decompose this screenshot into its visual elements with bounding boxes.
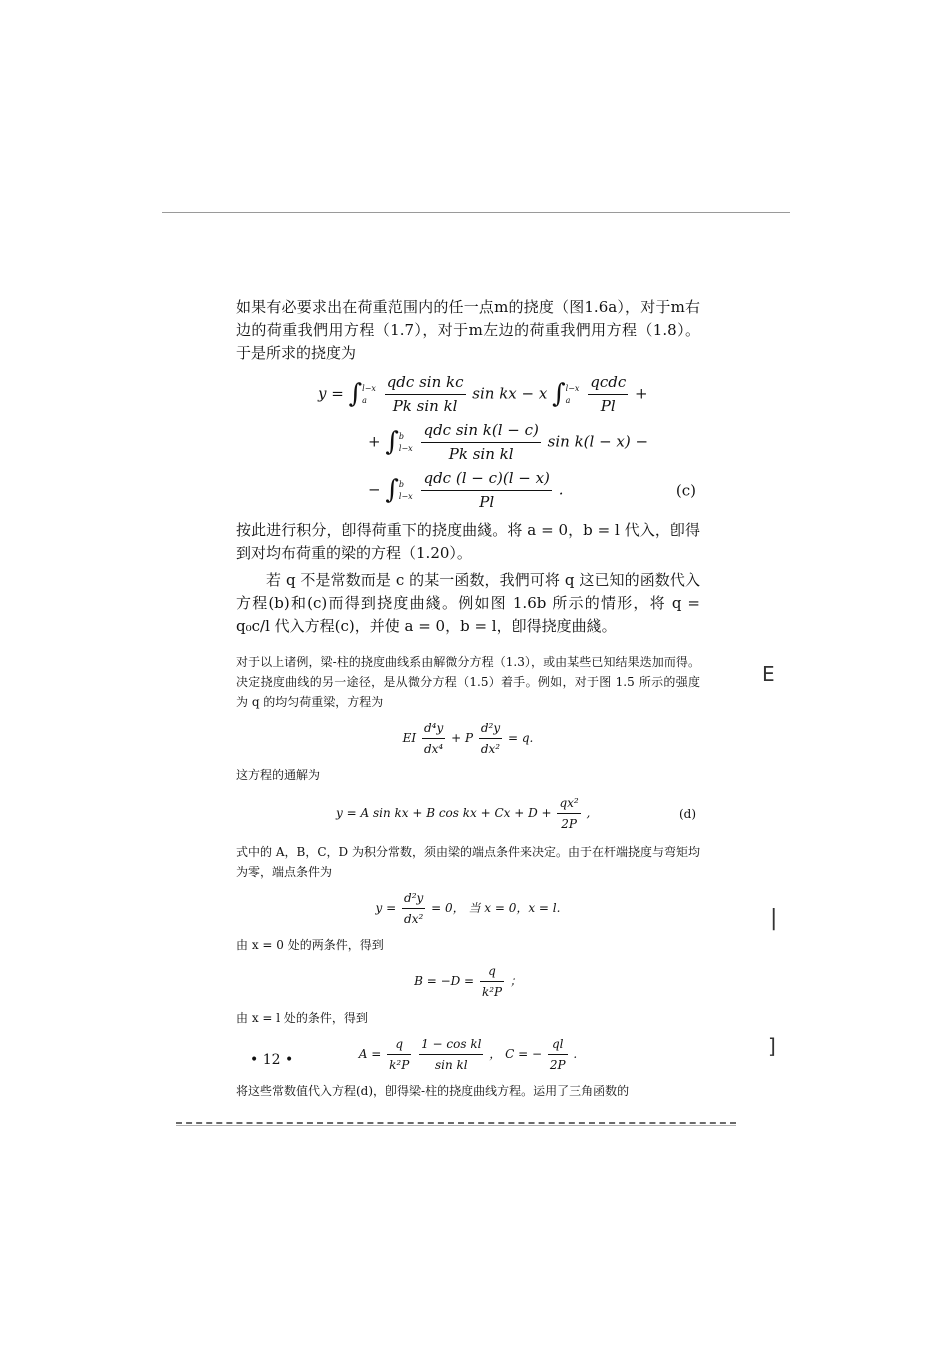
- equation-c: [236, 371, 700, 515]
- bottom-rule-thin: [176, 1125, 736, 1126]
- page-content: [236, 296, 700, 1101]
- equation-3: B = −D = $\frac{q}{\text{k²P}}$ ；: [236, 961, 700, 1002]
- paragraph-6: 式中的 A，B，C，D 为积分常数，须由梁的端点条件来决定。由于在杆端挠度与弯矩均为零，端点条件为: [236, 845, 700, 879]
- frac: $\frac{\text{qdc (l − c)(l − x)}}{Pl}$: [423, 469, 550, 511]
- paragraph-3: 若 q 不是常数而是 c 的某一函数，我們可将 q 这已知的函数代入方程(b)和(c)而得到挠度曲綫。例如图 1.6b 所示的情形，将 q = q₀c/l 代入方程(c)，并使 a = 0，b = l，卽得挠度曲綫。: [236, 571, 700, 635]
- paragraph-2: 按此进行积分，卽得荷重下的挠度曲綫。将 a = 0，b = l 代入，卽得到对均布荷重的梁的方程（1.20）。: [236, 521, 700, 562]
- eq-c-line-2: + ∫ b l−x $\frac{\text{qdc sin k(l − c)}}{\text{Pk sin kl}}$ sin k(l − x) −: [236, 419, 700, 467]
- paragraph-7: 由 x = 0 处的两条件，得到: [236, 938, 384, 952]
- frac: $\frac{\text{qcdc}}{Pl}$: [590, 373, 627, 415]
- bottom-rule: [176, 1122, 736, 1124]
- equation-label: (d): [678, 806, 696, 821]
- top-rule: [162, 212, 790, 213]
- paragraph-8: 由 x = l 处的条件，得到: [236, 1011, 368, 1025]
- paragraph-4: 对于以上诸例，梁-柱的挠度曲线系由解微分方程（1.3），或由某些已知结果迭加而得。决定挠度曲线的另一途径，是从微分方程（1.5）着手。例如，对于图 1.5 所示的强度为 q 的均匀荷重梁，方程为: [236, 655, 700, 709]
- margin-mark-2: |: [770, 906, 778, 931]
- page-number: • 12 •: [250, 1052, 294, 1068]
- margin-mark-3: ]: [768, 1034, 776, 1058]
- equation-label: (c): [675, 481, 696, 500]
- margin-mark-1: E: [762, 662, 775, 686]
- frac: $\frac{\text{qdc sin kc}}{\text{Pk sin kl}}$: [386, 373, 464, 415]
- eq-c-line-1: y = ∫ l−x a $\frac{\text{qdc sin kc}}{\text{Pk sin kl}}$ sin kx − x ∫ l−x a $\frac{\text{qcdc}}{Pl}$ +: [236, 371, 700, 419]
- equation-1: EI $\frac{\text{d⁴y}}{\text{dx⁴}}$ + P $\frac{\text{d²y}}{\text{dx²}}$ = q.: [236, 718, 700, 759]
- paragraph-1: 如果有必要求出在荷重范围内的任一点m的挠度（图1.6a），对于m右边的荷重我們用方程（1.7），对于m左边的荷重我們用方程（1.8）。于是所求的挠度为: [236, 298, 700, 362]
- paragraph-5: 这方程的通解为: [236, 768, 321, 782]
- equation-d: y = A sin kx + B cos kx + Cx + D + $\frac{\text{qx²}}{2P}$ , (d): [236, 793, 700, 834]
- paragraph-9: 将这些常数值代入方程(d)，卽得梁-柱的挠度曲线方程。运用了三角函数的: [236, 1084, 630, 1098]
- eq-c-line-3: − ∫ b l−x $\frac{\text{qdc (l − c)(l − x)}}{Pl}$ . (c): [236, 467, 700, 515]
- equation-2: y = $\frac{\text{d²y}}{\text{dx²}}$ = 0， 当 x = 0，x = l.: [236, 888, 700, 929]
- frac: $\frac{\text{qdc sin k(l − c)}}{\text{Pk sin kl}}$: [423, 421, 539, 463]
- equation-4: A = $\frac{q}{\text{k²P}}$ $\frac{\text{1 − cos kl}}{\text{sin kl}}$ ， C = − $\frac{ql}{2P}$ .: [236, 1034, 700, 1075]
